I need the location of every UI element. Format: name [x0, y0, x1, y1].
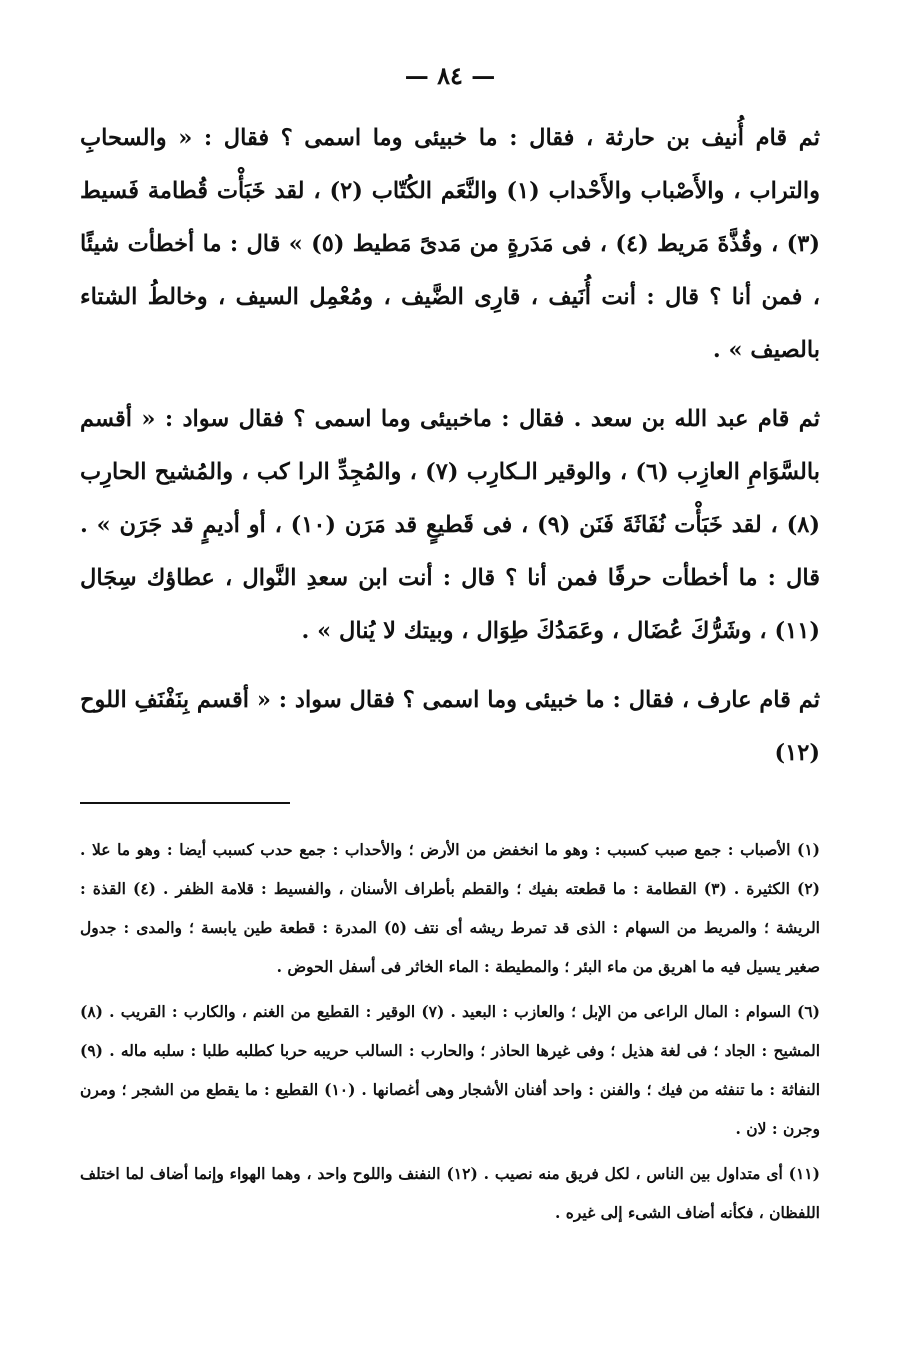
footnote-group-3: (١١) أى متداول بين الناس ، لكل فريق منه نصيب . (١٢) النفنف واللوح واحد ، وهما الهواء وإنما أضاف لما اختلف اللفظان ، فكأنه أضاف الشىء إلى غيره . — [80, 1164, 820, 1222]
paragraph-arif: ثم قام عارف ، فقال : ما خبيئى وما اسمى ؟ فقال سواد : « أقسم بِنَفْنَفِ اللوح (١٢) — [80, 687, 820, 766]
paragraph-unaif: ثم قام أُنيف بن حارثة ، فقال : ما خبيئى وما اسمى ؟ فقال : « والسحابِ والتراب ، والأَصْباب والأَحْداب (١) والنَّعَم الكُتّاب (٢) ، لقد خَبَأْت قُطامة فَسيط (٣) ، وقُذَّةَ مَريط (٤) ، فى مَدَرةٍ من مَدىً مَطيط (٥) » قال : ما أخطأت شيئًا ، فمن أنا ؟ قال : أنت أُنَيف ، قارِى الضَّيف ، ومُعْمِل السيف ، وخالطُ الشتاء بالصيف » . — [80, 125, 820, 363]
book-page — [80, 56, 820, 1346]
footnotes — [80, 830, 820, 1232]
paragraph-abdullah: ثم قام عبد الله بن سعد . فقال : ماخبيئى وما اسمى ؟ فقال سواد : « أقسم بالسَّوَامِ العازِب (٦) ، والوقير الـكارِب (٧) ، والمُجِدِّ الرا كب ، والمُشيح الحارِب (٨) ، لقد خَبَأْت نُفَاثَةَ فَنَن (٩) ، فى قَطيعٍ قد مَرَن (١٠) ، أو أديمٍ قد جَرَن » . قال : ما أخطأت حرفًا فمن أنا ؟ قال : أنت ابن سعدِ النَّوال ، عطاؤك سِجَال (١١) ، وشَرُّكَ عُضَال ، وعَمَدُكَ طِوَال ، وبيتك لا يُنال » . — [80, 406, 821, 644]
page-number: — ٨٤ — — [404, 61, 496, 90]
footnote-divider — [80, 802, 290, 804]
footnote-group-1: (١) الأصباب : جمع صبب كسبب : وهو ما انخفض من الأرض ؛ والأحداب : جمع حدب كسبب أيضا : وهو ما علا . (٢) الكثيرة . (٣) القطامة : ما قطعته بفيك ؛ والقطم بأطراف الأسنان ، والفسيط : قلامة الظفر . (٤) القذة : الريشة ؛ والمريط من السهام : الذى قد تمرط ريشه أى نتف (٥) المدرة : قطعة طين يابسة ؛ والمدى : جدول صغير يسيل فيه ما اهريق من ماء البئر ؛ والمطيطة : الماء الخاثر فى أسفل الحوض . — [80, 840, 820, 976]
footnote-group-2: (٦) السوام : المال الراعى من الإبل ؛ والعازب : البعيد . (٧) الوقير : القطيع من الغنم ، والكارب : القريب . (٨) المشيح : الجاد ؛ فى لغة هذيل ؛ وفى غيرها الحاذر ؛ والحارب : السالب حريبه حربا كطلبه طلبا : سلبه ماله . (٩) النفاثة : ما تنفثه من فيك ؛ والفنن : واحد أفنان الأشجار وهى أغصانها . (١٠) القطيع : ما يقطع من الشجر ؛ ومرن وجرن : لان . — [80, 1002, 820, 1138]
main-text — [80, 112, 820, 780]
